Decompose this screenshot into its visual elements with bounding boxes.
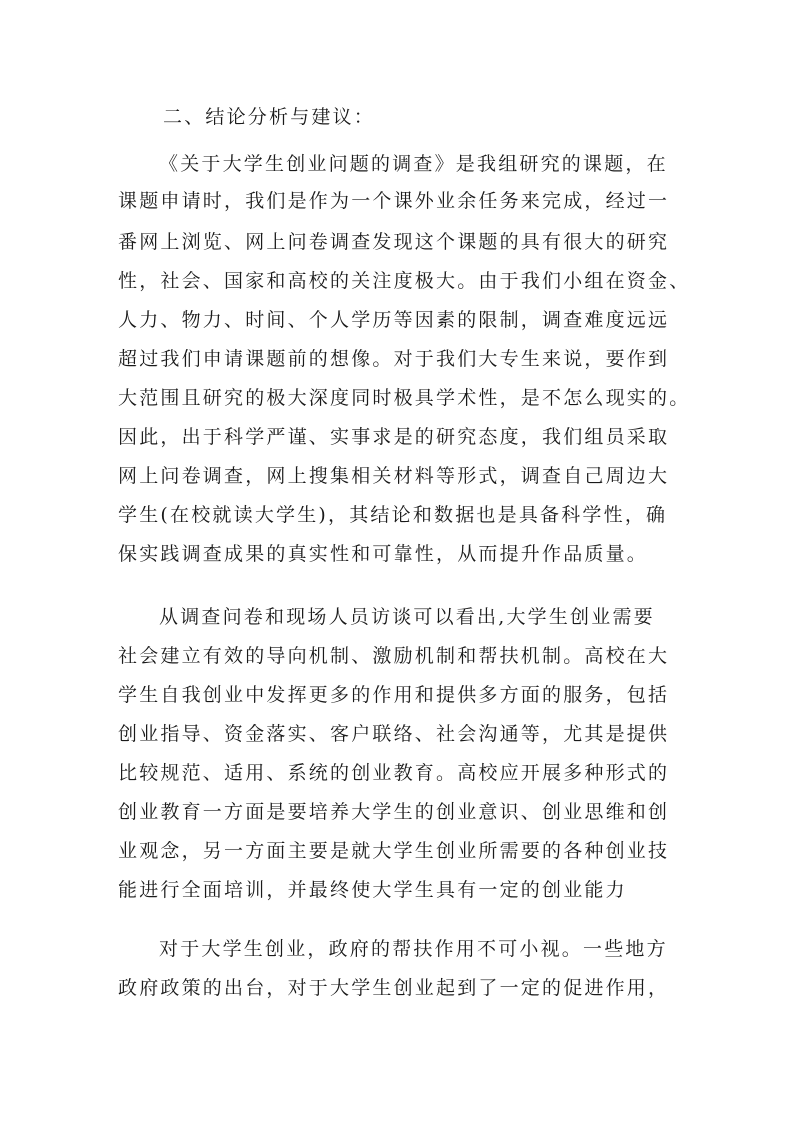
paragraph-line: 创业指导、资金落实、客户联络、社会沟通等，尤其是提供 <box>118 723 670 745</box>
paragraph-line: 人力、物力、时间、个人学历等因素的限制，调查难度远远 <box>118 309 670 331</box>
paragraph-line: 学生自我创业中发挥更多的作用和提供多方面的服务，包括 <box>118 684 670 706</box>
paragraph-line: 学生(在校就读大学生)，其结论和数据也是具备科学性，确 <box>118 504 668 526</box>
paragraph-line: 能进行全面培训，并最终使大学生具有一定的创业能力 <box>118 879 627 901</box>
paragraph-line: 社会建立有效的导向机制、激励机制和帮扶机制。高校在大 <box>118 645 670 667</box>
paragraph-line: 性，社会、国家和高校的关注度极大。由于我们小组在资金、 <box>118 270 691 292</box>
paragraph-line: 比较规范、适用、系统的创业教育。高校应开展多种形式的 <box>118 762 670 784</box>
paragraph-line: 课题申请时，我们是作为一个课外业余任务来完成，经过一 <box>118 190 670 212</box>
paragraph-line: 从调查问卷和现场人员访谈可以看出,大学生创业需要 <box>159 606 655 628</box>
paragraph-line: 保实践调查成果的真实性和可靠性，从而提升作品质量。 <box>118 543 649 565</box>
paragraph-line: 大范围且研究的极大深度同时极具学术性，是不怎么现实的。 <box>118 387 691 409</box>
paragraph-line: 政府政策的出台，对于大学生创业起到了一定的促进作用， <box>118 977 670 999</box>
paragraph-line: 《关于大学生创业问题的调查》是我组研究的课题，在 <box>159 153 668 175</box>
paragraph-line: 因此，出于科学严谨、实事求是的研究态度，我们组员采取 <box>118 426 670 448</box>
paragraph-line: 对于大学生创业，政府的帮扶作用不可小视。一些地方 <box>159 938 668 960</box>
paragraph-line: 业观念，另一方面主要是就大学生创业所需要的各种创业技 <box>118 840 670 862</box>
paragraph-line: 创业教育一方面是要培养大学生的创业意识、创业思维和创 <box>118 801 670 823</box>
paragraph-line: 网上问卷调查，网上搜集相关材料等形式，调查自己周边大 <box>118 465 670 487</box>
paragraph-line: 超过我们申请课题前的想像。对于我们大专生来说，要作到 <box>118 348 670 370</box>
section-heading: 二、结论分析与建议： <box>163 106 376 128</box>
paragraph-line: 番网上浏览、网上问卷调查发现这个课题的具有很大的研究 <box>118 231 670 253</box>
